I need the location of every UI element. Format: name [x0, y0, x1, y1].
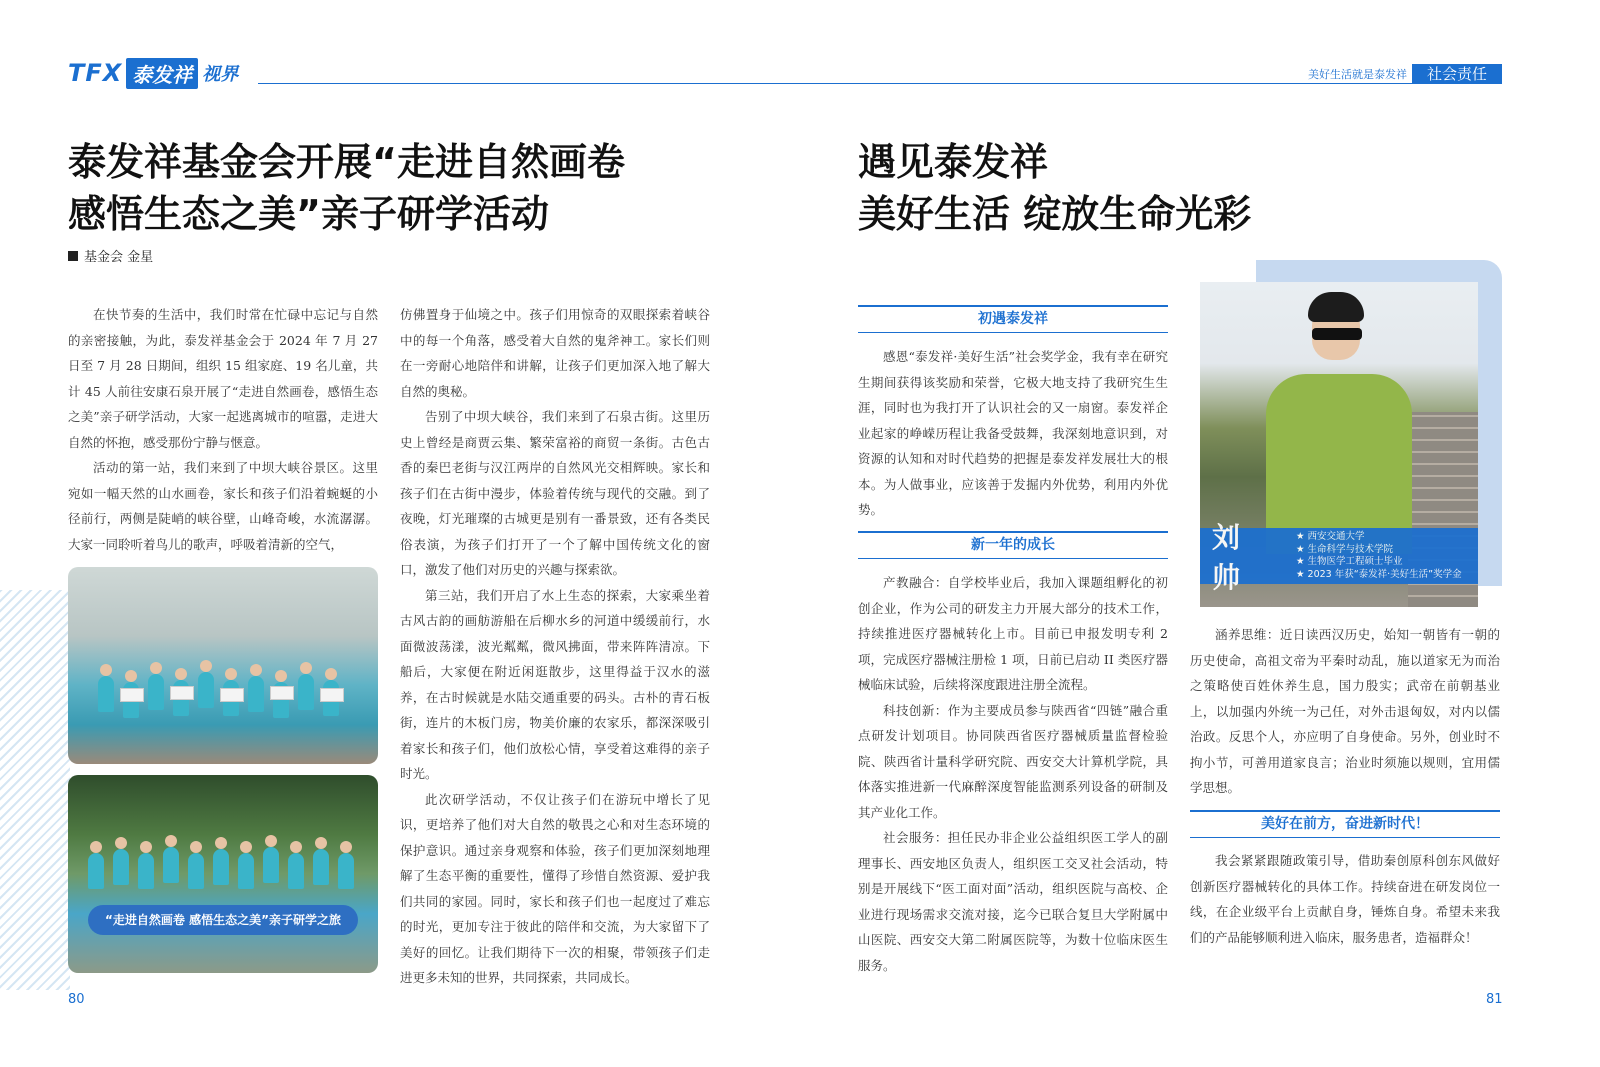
left-title-line1: 泰发祥基金会开展“走进自然画卷 — [68, 140, 625, 184]
paragraph: 第三站，我们开启了水上生态的探索，大家乘坐着古风古韵的画舫游船在后柳水乡的河道中缓缓前行，水面微波荡漾，波光粼粼，微风拂面，带来阵阵清凉。下船后，大家便在附近闲逛散步，这里得益于汉水的滋养，在古时候就是水陆交通重要的码头。古朴的青石板街，连片的木板门房，物美价廉的农家乐，都深深吸引着家长和孩子们，他们放松心情，享受着这难得的亲子时光。 — [400, 587, 710, 781]
byline-square-icon — [68, 251, 78, 261]
header-slogan: 美好生活就是泰发祥 — [1308, 68, 1407, 81]
section-heading-1: 初遇泰发祥 — [858, 305, 1168, 333]
magazine-logo — [68, 60, 238, 86]
byline-text: 基金会 金星 — [84, 250, 154, 265]
paragraph: 活动的第一站，我们来到了中坝大峡谷景区。这里宛如一幅天然的山水画卷，家长和孩子们沿着蜿蜒的小径前行，两侧是陡峭的峡谷壁，山峰奇峻，水流潺潺。大家一同聆听着鸟儿的歌声，呼吸着清新的空气， — [68, 460, 378, 552]
paragraph: 仿佛置身于仙境之中。孩子们用惊奇的双眼探索着峡谷中的每一个角落，感受着大自然的鬼斧神工。家长们则在一旁耐心地陪伴和讲解，让孩子们更加深入地了解大自然的奥秘。 — [400, 307, 710, 399]
activity-banner: “走进自然画卷 感悟生态之美”亲子研学之旅 — [88, 905, 358, 935]
outdoor-group — [68, 843, 378, 913]
logo-brand: 泰发祥 — [126, 58, 198, 89]
right-column-section2 — [858, 570, 1168, 978]
right-column-section1 — [858, 344, 1168, 523]
kids-group — [68, 666, 378, 736]
profile-name: 刘 帅 — [1212, 521, 1249, 594]
paragraph: 涵养思维：近日读西汉历史，始知一朝皆有一朝的历史使命，高祖文帝为平秦时动乱，施以道家无为而治之策略使百姓休养生息，国力殷实；武帝在前朝基业上，以加强内外统一为己任，对外击退匈奴，对内以儒治政。反思个人，亦应明了自身使命。另外，创业时不拘小节，可善用道家良言；治业时须施以规则，宜用儒学思想。 — [1190, 627, 1500, 795]
page-number-right: 81 — [1486, 992, 1503, 1007]
paragraph: 社会服务：担任民办非企业公益组织医工学人的副理事长、西安地区负责人，组织医工交叉社会活动，特别是开展线下“医工面对面”活动，组织医院与高校、企业进行现场需求交流对接，迄今已联合复旦大学附属中山医院、西安交大第二附属医院等，为数十位临床医生服务。 — [858, 830, 1168, 973]
section-heading-3: 美好在前方，奋进新时代！ — [1190, 810, 1500, 838]
paragraph: 在快节奏的生活中，我们时常在忙碌中忘记与自然的亲密接触，为此，泰发祥基金会于 2024 年 7 月 27 日至 7 月 28 日期间，组织 15 组家庭、19 名儿童，共计 45 人前往安康石泉开展了“走进自然画卷，感悟生态之美”亲子研学活动，大家一起逃离城市的喧嚣，走进大自然的怀抱，感受那份宁静与惬意。 — [68, 307, 378, 450]
section-tag: 社会责任 — [1412, 64, 1502, 84]
paragraph: 产教融合：自学校毕业后，我加入课题组孵化的初创企业，作为公司的研发主力开展大部分的技术工作，持续推进医疗器械转化上市。目前已申报发明专利 2 项，完成医疗器械注册检 1 项，日前已启动 II 类医疗器械临床试验，后续将深度跟进注册全流程。 — [858, 575, 1168, 692]
profile-info-line: ★ 生命科学与技术学院 — [1296, 543, 1394, 555]
left-article-title — [68, 136, 625, 240]
byline — [68, 246, 153, 265]
paragraph: 感恩“泰发祥·美好生活”社会奖学金，我有幸在研究生期间获得该奖励和荣誉，它极大地支持了我研究生生涯，同时也为我打开了认识社会的又一扇窗。泰发祥企业起家的峥嵘历程让我备受鼓舞，我深刻地意识到，对资源的认知和对时代趋势的把握是泰发祥发展壮大的根本。为人做事业，应该善于发掘内外优势，利用内外优势。 — [858, 349, 1168, 517]
group-photo-outdoor — [68, 775, 378, 973]
logo-tfx: TFX — [68, 59, 123, 87]
header-divider — [258, 83, 1412, 84]
profile-info-line: ★ 西安交通大学 — [1296, 531, 1365, 542]
profile-info — [1296, 531, 1462, 581]
decorative-stripes — [0, 590, 70, 990]
profile-info-line: ★ 生物医学工程硕士毕业 — [1296, 556, 1403, 567]
paragraph: 我会紧紧跟随政策引导，借助秦创原科创东风做好创新医疗器械转化的具体工作。持续奋进在研发岗位一线，在企业级平台上贡献自身，锤炼自身。希望未来我们的产品能够顺利进入临床，服务患者，造福群众！ — [1190, 853, 1500, 945]
sunglasses-icon — [1312, 328, 1362, 340]
group-photo-kids — [68, 567, 378, 764]
right-column-section3 — [1190, 848, 1500, 950]
right-article-title — [858, 136, 1251, 240]
right-title-line2: 美好生活 绽放生命光彩 — [858, 192, 1252, 236]
profile-info-line: ★ 2023 年获“泰发祥·美好生活”奖学金 — [1296, 568, 1462, 580]
left-title-line2: 感悟生态之美”亲子研学活动 — [68, 192, 549, 236]
logo-sub: 视界 — [202, 64, 239, 85]
profile-band — [1200, 521, 1478, 594]
right-column-reflection — [1190, 622, 1500, 801]
paragraph: 此次研学活动，不仅让孩子们在游玩中增长了见识，更培养了他们对大自然的敬畏之心和对生态环境的保护意识。通过亲身观察和体验，孩子们更加深刻地理解了生态平衡的重要性，懂得了珍惜自然资源、爱护我们共同的家园。同时，家长和孩子们也一起度过了难忘的时光，更加专注于彼此的陪伴和交流，为大家留下了美好的回忆。让我们期待下一次的相聚，带领孩子们走进更多未知的世界，共同探索，共同成长。 — [400, 791, 710, 985]
page-number-left: 80 — [68, 992, 85, 1007]
paragraph: 科技创新：作为主要成员参与陕西省“四链”融合重点研发计划项目。协同陕西省医疗器械质量监督检验院、陕西省计量科学研究院、西安交大计算机学院，具体落实推进新一代麻醉深度智能监测系列设备的研制及其产业化工作。 — [858, 702, 1168, 820]
paragraph: 告别了中坝大峡谷，我们来到了石泉古街。这里历史上曾经是商贾云集、繁荣富裕的商贸一条街。古色古香的秦巴老街与汉江两岸的自然风光交相辉映。家长和孩子们在古街中漫步，体验着传统与现代的交融。到了夜晚，灯光璀璨的古城更是别有一番景致，还有各类民俗表演，为孩子们打开了一个了解中国传统文化的窗口，激发了他们对历史的兴趣与探索欲。 — [400, 409, 710, 577]
right-title-line1: 遇见泰发祥 — [858, 140, 1049, 184]
left-column-1 — [68, 302, 378, 557]
person-hair — [1308, 292, 1364, 322]
left-column-2 — [400, 302, 710, 991]
section-heading-2: 新一年的成长 — [858, 531, 1168, 559]
